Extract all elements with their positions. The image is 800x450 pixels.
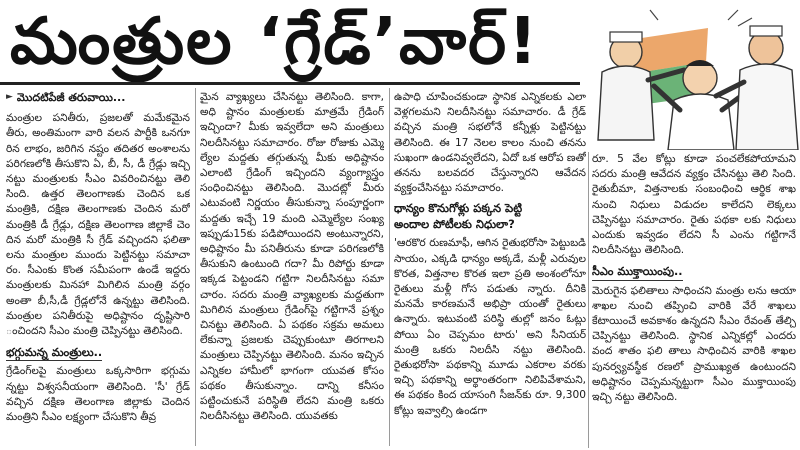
paragraph: గ్రేడింగ్‌లపై మంత్రులు ఒక్కసారిగా భగ్గుమ న్నట్టు విశ్వసనీయంగా తెలిసింది. 'సీ' గ్రేడ్‌ వచ్చిన దక్షిణ తెలంగాణ జిల్లాకు చెందిన మంత్రిని సీఎం లక్ష్యంగా చేసుకొని తీవ్ర — [6, 365, 190, 424]
subheading-line: ధాన్యం కొనుగోళ్లు పక్కన పెట్టి — [394, 201, 523, 216]
subheading-line: అందాల పోటీలకు నిధులా? — [394, 217, 515, 232]
column-divider — [195, 88, 196, 446]
continuation-arrow-icon: ► — [6, 92, 13, 102]
headline: మంత్రుల ‘గ్రేడ్‌’వార్‌! — [10, 5, 540, 79]
column-divider — [389, 88, 390, 446]
politicians-cartoon-icon — [588, 0, 800, 150]
cartoon-illustration — [588, 0, 800, 150]
article-column-2 — [200, 90, 384, 448]
subheading — [394, 200, 586, 232]
paragraph: 'ఆరకొర రుణమాఫీ, ఆగిన రైతుభరోసా పెట్టుబడి సాయం, ఎక్కడి ధాన్యం అక్కడే, మళ్లీ ఎరువుల కొరత, విత్తనాల కొరత ఇలా ప్రతి అంశంలోనూ రైతులు మళ్లీ గోస పడుతు న్నారు. దీనికి మనమే కారణమనే అభిప్రా యంతో రైతులు ఉన్నారు. ఇటువంటి పరిస్థి తుల్లో జనం ఓట్లు పోయి ఏం చెప్పమం టారు' అని సీనియర్‌ మంత్రి ఒకరు నిలదీసి నట్టు తెలిసింది. రైతుభరోసా పథకాన్ని మూడు ఎకరాల వరకు ఇచ్చి పథకాన్ని అర్థాంతరంగా నిలిపివేశామని, ఈ పథకం కింద యాసంగి సీజన్‌కు రూ. 9,300 కోట్లు ఇవ్వాల్సి ఉండగా — [394, 237, 586, 417]
column-divider — [588, 152, 589, 448]
paragraph: ఉపాధి చూపించకుండా స్థానిక ఎన్నికలకు ఎలా వెళ్లగలమని నిలదీసినట్టు సమాచారం. డీ గ్రేడ్‌ వచ్చిన మంత్రి సభలోనే కన్నీళ్లు పెట్టినట్టు తెలిసింది. ఈ 17 నెలల కాలం నుంచి తనను సుఖంగా ఉండనివ్వలేదని, ఏదో ఒక ఆరోప ణతో తనను బలవదర చేస్తున్నారని ఆవేదన వ్యక్తంచేసినట్టు సమాచారం. — [394, 91, 586, 195]
headline-rule — [0, 82, 580, 85]
subheading: భగ్గుమన్న మంత్రులు.. — [6, 345, 102, 361]
paragraph: మంత్రుల పనితీరు, ప్రజలతో మమేకమైన తీరు, అంతిమంగా వారి వలన పార్టీకి ఒనగూ రిన లాభం, జరిగిన నష్టం తదితర అంశాలను పరిగణలోకి తీసుకొని ఏ, బీ, సీ, డీ గ్రేడ్లు ఇచ్చి నట్టు మంత్రులకు సీఎం వివరించినట్టు తెలి సింది. ఉత్తర తెలంగాణకు చెందిన ఒక మంత్రికి, దక్షిణ తెలంగాణకు చెందిన మరో మంత్రికి డీ గ్రేడ్లు, దక్షిణ తెలంగాణ జిల్లాకే చెం దిన మరో మంత్రికి సీ గ్రేడ్‌ వచ్చిందని ఫలితా లను మంత్రుల ముందు పెట్టినట్టు సమాచా రం. సీఎంకు కొంత సమీపంగా ఉండే ఇద్దరు మంత్రులకు మినహా మిగిలిన మంత్రి వర్గం అంతా బీ,సీ,డీ గ్రేడ్లలోనే ఉన్నట్టు తెలిసింది. మంత్రుల పనితీరుపై అధిష్టానం దృష్టిసారి ంచిందని సీఎం మంత్రి చెప్పినట్టు తెలిసింది. — [6, 112, 190, 338]
article-column-4 — [592, 152, 796, 448]
kicker-text: మొదటిపేజీ తరువాయి... — [16, 91, 126, 104]
paragraph: మైన వ్యాఖ్యలు చేసినట్టు తెలిసింది. కాగా, అధి ష్టానం మంత్రులకు మాత్రమే గ్రేడింగ్‌ ఇచ్చిందా? మీకు ఇవ్వలేదా అని మంత్రులు నిలదీసినట్టు సమాచారం. రోజు రోజుకు ఎమ్మె ల్యేల మద్దతు తగ్గుతున్న మీకు అధిష్టానం ఎలాంటి గ్రేడింగ్‌ ఇచ్చిందని వ్యంగ్యాస్త్రం సంధించినట్టు తెలిసింది. మొదట్లో మీరు ఎటువంటి నిర్ణయం తీసుకున్నా సంపూర్ణంగా మద్దతు ఇచ్చే 19 మంది ఎమ్మెల్యేల సంఖ్య ఇప్పుడు15కు పడిపోయిందని అంటున్నారని, అధిష్టానం మీ పనితీరును కూడా పరిగణలోకి తీసుకుని ఉంటుంది గదా? మీ రిపోర్టు కూడా ఇక్కడ పెట్టండని గట్టిగా నిలదీసినట్టు సమా చారం. సదరు మంత్రి వ్యాఖ్యలకు మద్దతుగా మిగిలిన మంత్రులు గ్రేడింగ్‌పై గట్టిగానే ప్రశ్నం చినట్టు తెలిసింది. ఏ పథకం సక్రమ అమలు లేకున్నా ప్రజలకు చెప్పుకుంటూ తిరగాలని మంత్రులు చెప్పినట్టు తెలిసింది. మనం ఇచ్చిన ఎన్నికల హామీలో భాగంగా యువత కోసం పథకం తీసుకున్నాం. దాన్ని కనీసం పట్టించుకునే పరిస్థితి లేదని మంత్రి ఒకరు నిలదీసినట్టు తెలిసింది. యువతకు — [200, 91, 384, 423]
subheading: సీఎం ముక్తాయింపు.. — [592, 264, 683, 280]
paragraph: మెరుగైన ఫలితాలు సాధించని మంత్రు లను ఆయా శాఖల నుంచి తప్పించి వారికి వేరే శాఖలు కేటాయించే అవకాశం ఉన్నదని సీఎం రేవంత్‌ తేల్చి చెప్పినట్టు తెలిసింది. స్థానిక ఎన్నికల్లో ఎందరు వంద శాతం ఫలి తాలు సాధించిన వారికి శాఖల పునర్వ్యవస్థీక రణలో ప్రాముఖ్యత ఉంటుందని అధిష్టానం చెప్పమన్నట్టుగా సీఎం ముక్తాయింపు ఇచ్చి నట్టు తెలిసింది. — [592, 284, 796, 404]
article-column-3 — [394, 90, 586, 448]
paragraph: రూ. 5 వేల కోట్లు కూడా పంచలేకపోయామని సదరు మంత్రి ఆవేదన వ్యక్తం చేసినట్టు తెలి సింది. రైతుబీమా, విత్తనాలకు సంబంధించి ఆర్థిక శాఖ నుంచి నిధులు విడుదల కాలేదని లెక్కలు చెప్పినట్టు సమాచారం. రైతు పథకా లకు నిధులు ఎందుకు ఇవ్వడం లేదని సీ ఎంను గట్టిగానే నిలదీసినట్టు తెలిసింది. — [592, 153, 796, 257]
article-column-1 — [6, 90, 190, 448]
kicker — [6, 90, 190, 105]
